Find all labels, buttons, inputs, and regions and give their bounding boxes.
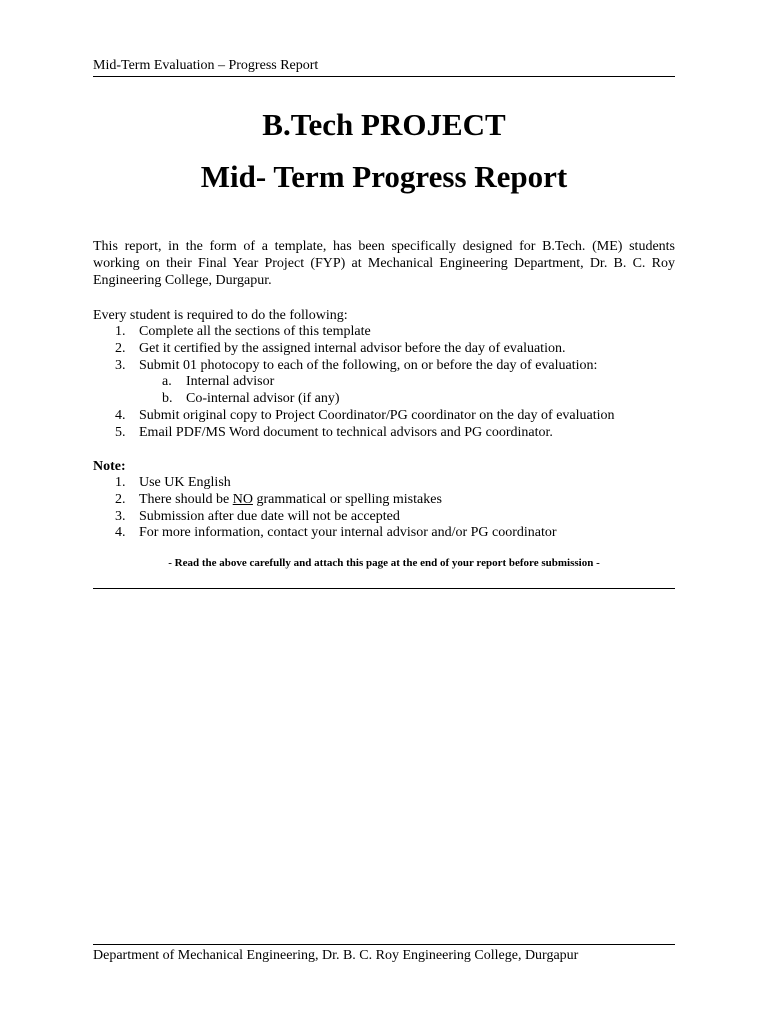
footer-divider bbox=[93, 944, 675, 945]
list-item bbox=[93, 408, 675, 425]
sub-list-item bbox=[139, 391, 675, 408]
list-item-text-post: grammatical or spelling mistakes bbox=[252, 491, 442, 507]
list-item-text: Submit original copy to Project Coordinator/PG coordinator on the day of evaluation bbox=[139, 407, 615, 423]
page-footer bbox=[93, 947, 675, 965]
sub-list-item-text: Internal advisor bbox=[186, 374, 275, 390]
list-item-text: Submission after due date will not be accepted bbox=[139, 508, 400, 524]
sub-list-item-text: Co-internal advisor (if any) bbox=[186, 391, 340, 407]
list-item-number: 3. bbox=[115, 508, 126, 524]
list-item-number: 4. bbox=[115, 407, 126, 423]
list-item-number: 5. bbox=[115, 424, 126, 440]
list-item bbox=[93, 341, 675, 358]
note-label: Note: bbox=[93, 459, 126, 474]
list-item bbox=[93, 475, 675, 492]
list-item-text: Use UK English bbox=[139, 475, 231, 490]
list-item bbox=[93, 425, 675, 442]
list-item-text-pre: There should be bbox=[139, 491, 233, 507]
sub-list-item bbox=[139, 374, 675, 391]
list-item-number: 2. bbox=[115, 491, 126, 507]
title-line-1: B.Tech PROJECT bbox=[262, 107, 506, 142]
sub-list-item-letter: a. bbox=[162, 374, 172, 390]
instructions-lead: Every student is required to do the following: bbox=[93, 308, 348, 323]
emphasis-no: NO bbox=[232, 491, 253, 507]
title-line-2: Mid- Term Progress Report bbox=[200, 159, 568, 194]
list-item-text: For more information, contact your internal advisor and/or PG coordinator bbox=[139, 525, 557, 541]
section-divider bbox=[93, 588, 675, 589]
page-header bbox=[93, 57, 675, 77]
read-carefully-note: - Read the above carefully and attach this page at the end of your report before submission - bbox=[168, 557, 600, 569]
list-item bbox=[93, 492, 675, 509]
list-item-number: 2. bbox=[115, 340, 126, 356]
sub-list-item-letter: b. bbox=[162, 391, 173, 407]
intro-paragraph: This report, in the form of a template, has been specifically designed for B.Tech. (ME) students working on their Final Year Project (FYP) at Mechanical Engineering Department, Dr. B. C. Roy Engineering College, Durgapur. bbox=[93, 239, 675, 288]
list-item bbox=[93, 358, 675, 408]
list-item-number: 1. bbox=[115, 324, 126, 339]
list-item-text: Email PDF/MS Word document to technical advisors and PG coordinator. bbox=[139, 424, 553, 440]
list-item bbox=[93, 509, 675, 526]
list-item-text: Get it certified by the assigned internal advisor before the day of evaluation. bbox=[139, 340, 566, 356]
header-text: Mid-Term Evaluation – Progress Report bbox=[93, 58, 319, 73]
list-item bbox=[93, 525, 675, 542]
list-item-text: Submit 01 photocopy to each of the following, on or before the day of evaluation: bbox=[139, 357, 598, 373]
list-item-text: Complete all the sections of this template bbox=[139, 324, 371, 339]
list-item bbox=[93, 324, 675, 341]
list-item-number: 3. bbox=[115, 357, 126, 373]
list-item-number: 1. bbox=[115, 475, 126, 490]
list-item-number: 4. bbox=[115, 525, 126, 541]
note-list bbox=[93, 475, 675, 542]
instructions-list bbox=[93, 324, 675, 442]
footer-text: Department of Mechanical Engineering, Dr. B. C. Roy Engineering College, Durgapur bbox=[93, 948, 579, 963]
sub-list bbox=[139, 374, 675, 408]
